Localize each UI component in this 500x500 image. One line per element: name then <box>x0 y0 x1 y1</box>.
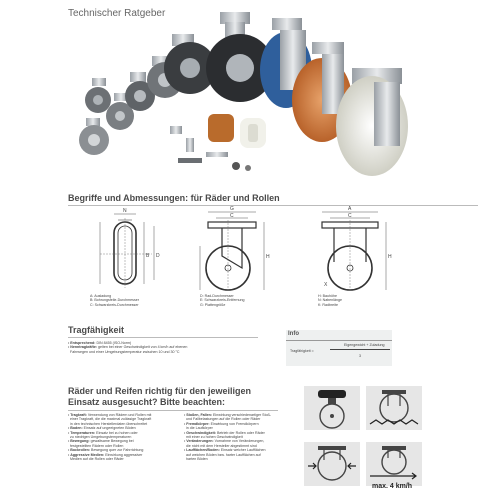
consideration-item: und Fallbelastungen auf die Rollen oder Räder <box>186 417 261 422</box>
fraction-bar <box>330 349 390 350</box>
section-divider <box>68 410 278 411</box>
consideration-item: • Temperaturen: Einsatz bei zu hohen oder <box>68 430 138 435</box>
speed-limit-label: max. 4 km/h <box>372 483 413 490</box>
consideration-item: • Bockrollen: Bewegung quer zur Fahrrichtung <box>68 448 144 453</box>
legend-item: H: Bauhöhe <box>318 294 337 298</box>
legend-item: C: Schwarzkreis-Durchmesser <box>90 302 139 307</box>
consideration-item: • Fremdkörper: Einwirkung von Fremdkörpern <box>184 421 259 426</box>
dim-label-c: C <box>348 213 352 219</box>
legend-item: E: Schwarzkreis-Entfernung <box>200 298 245 303</box>
dim-label-h: H <box>266 254 270 260</box>
legend-diagram-3 <box>318 294 342 307</box>
dim-label-n: N <box>123 208 127 214</box>
consideration-item: • Bewegung: gewaltsame Bewegung bei <box>68 439 134 444</box>
section-divider <box>68 337 258 338</box>
casters-product-photo <box>60 8 500 180</box>
pictogram-side-push-icon <box>304 442 360 486</box>
legend-item: B: Bohrungsfeile-Durchmesser <box>90 298 139 303</box>
legend-diagram-2 <box>200 294 245 307</box>
info-box <box>286 330 392 366</box>
bullet-item: Fahrwegen und einer Umgebungstemperatur zwischen 10 und 30 °C <box>70 349 180 354</box>
load-capacity-bullets <box>68 341 187 354</box>
caster-side-diagram <box>198 206 276 294</box>
pictogram-overload-icon <box>304 386 360 430</box>
pictogram-speed-icon <box>366 442 422 486</box>
legend-item: G: Plattengröße <box>200 302 226 307</box>
dim-label-b: B <box>146 253 150 259</box>
consideration-item: festgestellten Rädern oder Rollen <box>70 443 124 448</box>
legend-item: D: Rad-Durchmesser <box>200 294 234 298</box>
consideration-item: in die Laufkörper <box>186 426 213 431</box>
consideration-item: die nicht mit dem Hersteller abgestimmt sind <box>186 443 257 448</box>
formula-lhs: Tragfähigkeit = <box>290 349 314 353</box>
consideration-item: • Geschwindigkeit: Betrieb der Rollen oder Räder <box>184 430 265 435</box>
info-title: Info <box>288 331 299 337</box>
caster-front-diagram <box>316 206 394 294</box>
pictogram-uneven-floor-icon <box>366 386 422 430</box>
section-title-selection-line1: Räder und Reifen richtig für den jeweiligen <box>68 386 252 396</box>
small-caster-4 <box>79 118 109 155</box>
section-title-load-capacity: Tragfähigkeit <box>68 325 125 335</box>
legend-diagram-1 <box>90 294 139 307</box>
consideration-item: • Boden: Einsatz auf ungeeigneten Böden <box>68 426 136 431</box>
formula-numerator: Eigengewicht + Zuladung <box>344 343 385 347</box>
consideration-item: auf weichen Böden bzw. harter Laufflächen auf <box>186 452 261 457</box>
consideration-item: • Laufflächen/Boden: Einsatz weicher Laufflächen <box>184 448 266 453</box>
consideration-item: einer Tragkraft, die die maximal zulässige Tragkraft <box>70 417 152 422</box>
consideration-item: in den technischen Herstellerdaten überschreitet <box>70 421 148 426</box>
dim-label-x: X <box>324 282 328 288</box>
considerations-right <box>184 413 271 461</box>
loose-wheels <box>208 114 266 148</box>
bullet-item: • Nenntragkräfte: gelten bei einer Geschwindigkeit von 4 km/h auf ebenen <box>68 345 188 350</box>
consideration-item: Medien auf die Rollen oder Räder <box>70 457 124 462</box>
consideration-item: • Aggressive Medien: Einwirkung aggressiver <box>68 452 143 457</box>
info-divider <box>286 340 392 341</box>
legend-item: A: Ausladung <box>90 294 112 298</box>
wheel-front-diagram <box>92 208 164 294</box>
section-title-selection-line2: Einsatz ausgesucht? Bitte beachten: <box>68 397 226 407</box>
consideration-item: • Stoßen, Fallen: Einwirkung verschiedenartiger Stoß- <box>184 413 271 417</box>
consideration-item: mit einer zu hohen Geschwindigkeit <box>186 435 243 440</box>
dim-label-c: C <box>230 213 234 219</box>
legend-item: N: Nabenlänge <box>318 298 342 303</box>
dim-label-d: D <box>156 253 160 259</box>
dim-label-a: A <box>348 206 352 212</box>
dim-label-g: G <box>230 206 234 212</box>
bullet-item: • Entsprechend: DIN 8455 (ISO-Norm) <box>68 341 132 345</box>
consideration-item: zu niedrigen Umgebungstemperaturen <box>70 435 132 440</box>
legend-item: K: Radbreite <box>318 302 338 307</box>
considerations-left <box>68 413 151 461</box>
small-caster-1 <box>85 78 111 113</box>
section-title-dimensions: Begriffe und Abmessungen: für Räder und Rollen <box>68 193 280 203</box>
dim-label-h: H <box>388 254 392 260</box>
page-header: Technischer Ratgeber <box>68 8 166 19</box>
consideration-item: • Veränderungen: Vornahme von Veränderungen, <box>184 439 265 444</box>
consideration-item: • Tragkraft: Verwendung von Rädern und Rollen mit <box>68 413 152 417</box>
formula-denominator: 3 <box>359 354 361 358</box>
consideration-item: harten Böden <box>186 457 208 462</box>
